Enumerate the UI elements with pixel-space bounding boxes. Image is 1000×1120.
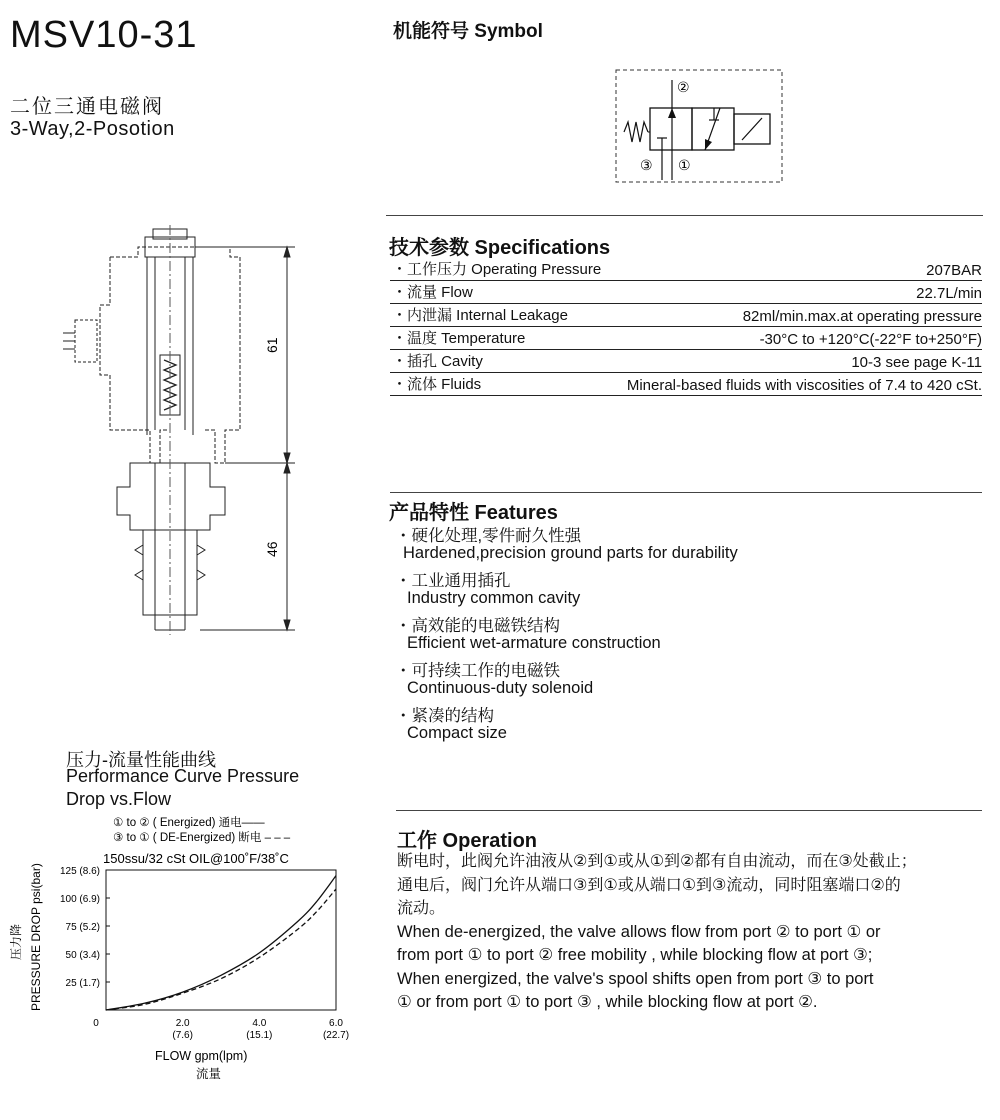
divider-specs — [386, 215, 983, 216]
y-tick-label: 50 (3.4) — [65, 950, 100, 961]
port-1-label: ① — [678, 157, 691, 173]
feature-en: Efficient wet-armature construction — [407, 634, 661, 652]
subtitle-zh: 二位三通电磁阀 — [10, 96, 164, 118]
performance-chart — [0, 810, 360, 1090]
operation-text — [397, 850, 917, 1015]
x-tick-label: 6.0 — [329, 1018, 343, 1029]
spec-row-temperature — [390, 327, 982, 350]
curve-title-en-2: Drop vs.Flow — [66, 789, 172, 809]
series-deenergized-line — [106, 889, 336, 1010]
x-tick-sublabel: (7.6) — [172, 1030, 193, 1041]
feature-zh: ・硬化处理,零件耐久性强 — [395, 527, 582, 545]
feature-item — [395, 567, 580, 612]
dimension-46: 46 — [264, 541, 280, 557]
operation-line: When energized, the valve's spool shifts open from port ③ to port — [397, 969, 874, 988]
divider-operation — [396, 810, 982, 811]
spec-label: ・内泄漏 Internal Leakage — [392, 307, 568, 324]
feature-en: Hardened,precision ground parts for durability — [403, 544, 738, 562]
feature-zh: ・可持续工作的电磁铁 — [395, 662, 560, 680]
spec-value: 22.7L/min — [916, 285, 982, 302]
operation-title: 工作 Operation — [397, 830, 538, 852]
operation-line: When de-energized, the valve allows flow from port ② to port ① or — [397, 922, 881, 941]
divider-features — [390, 492, 982, 493]
spec-label: ・温度 Temperature — [392, 330, 526, 347]
operation-line: 断电时，此阀允许油液从②到①或从①到②都有自由流动，而在③处截止； — [397, 853, 917, 870]
series-energized-line — [106, 876, 336, 1010]
curve-title-en-1: Performance Curve Pressure — [66, 766, 300, 786]
spec-label: ・插孔 Cavity — [392, 353, 483, 370]
operation-line: 通电后，阀门允许从端口③到①或从端口①到③流动，同时阻塞端口②的 — [397, 876, 901, 894]
spec-row-flow — [390, 281, 982, 304]
x-tick-sublabel: (22.7) — [322, 1030, 350, 1041]
feature-item — [395, 657, 593, 702]
y-tick-label: 25 (1.7) — [65, 978, 100, 989]
feature-zh: ・紧凑的结构 — [395, 707, 494, 725]
y-tick-label: 100 (6.9) — [59, 894, 100, 905]
x-axis-label-zh: 流量 — [196, 1067, 222, 1081]
spec-value: 207BAR — [926, 262, 982, 279]
spec-value: Mineral-based fluids with viscosities of 7.4 to 420 cSt. — [626, 377, 982, 394]
feature-en: Compact size — [407, 724, 507, 742]
spec-value: -30°C to +120°C(-22°F to+250°F) — [759, 331, 982, 348]
specs-title: 技术参数 Specifications — [389, 237, 611, 259]
x-tick-sublabel: (15.1) — [246, 1030, 273, 1041]
spec-value: 10-3 see page K-11 — [851, 354, 982, 371]
x-tick-label: 2.0 — [175, 1018, 190, 1029]
valve-cross-section — [55, 225, 300, 640]
operation-line: ① or from port ① to port ③ , while blocking flow at port ②. — [397, 993, 818, 1011]
port-3-label: ③ — [640, 157, 653, 173]
operation-line: from port ① to port ② free mobility , while blocking flow at port ③; — [397, 946, 873, 964]
hydraulic-symbol — [612, 66, 787, 188]
feature-en: Industry common cavity — [407, 589, 581, 607]
features-title: 产品特性 Features — [389, 502, 558, 524]
x-tick-label: 4.0 — [252, 1018, 267, 1029]
y-tick-label: 125 (8.6) — [59, 866, 100, 877]
dimension-61: 61 — [264, 337, 280, 353]
spec-row-fluids — [390, 373, 982, 396]
x-tick-label: 0 — [93, 1018, 99, 1029]
plot-frame — [106, 870, 336, 1010]
spec-row-pressure — [390, 258, 982, 281]
model-title: MSV10-31 — [10, 14, 198, 56]
spec-label: ・工作压力 Operating Pressure — [392, 261, 602, 278]
x-axis-label: FLOW gpm(lpm) — [155, 1049, 248, 1063]
spec-label: ・流体 Fluids — [392, 376, 482, 393]
feature-item — [395, 522, 738, 567]
y-axis-label-zh: 压力降 — [9, 923, 23, 960]
feature-item — [395, 702, 507, 747]
feature-zh: ・高效能的电磁铁结构 — [395, 617, 560, 635]
chart-title: 150ssu/32 cSt OIL@100˚F/38˚C — [103, 851, 289, 866]
y-axis-label: PRESSURE DROP psi(bar) — [29, 863, 43, 1011]
feature-zh: ・工业通用插孔 — [395, 572, 511, 590]
legend-deenergized: ③ to ① ( DE-Energized) 断电 – – – — [113, 832, 291, 844]
symbol-title: 机能符号 Symbol — [393, 21, 543, 42]
feature-item — [395, 612, 661, 657]
curve-title-zh: 压力-流量性能曲线 — [66, 750, 216, 770]
feature-en: Continuous-duty solenoid — [407, 679, 594, 697]
spec-row-cavity — [390, 350, 982, 373]
subtitle-en: 3-Way,2-Posotion — [10, 118, 175, 140]
port-2-label: ② — [677, 79, 690, 95]
operation-line: 流动。 — [397, 900, 446, 917]
y-tick-label: 75 (5.2) — [65, 922, 100, 933]
spec-row-leakage — [390, 304, 982, 327]
legend-energized: ① to ② ( Energized) 通电—— — [113, 817, 265, 829]
spec-value: 82ml/min.max.at operating pressure — [742, 308, 982, 325]
spec-label: ・流量 Flow — [392, 284, 473, 301]
